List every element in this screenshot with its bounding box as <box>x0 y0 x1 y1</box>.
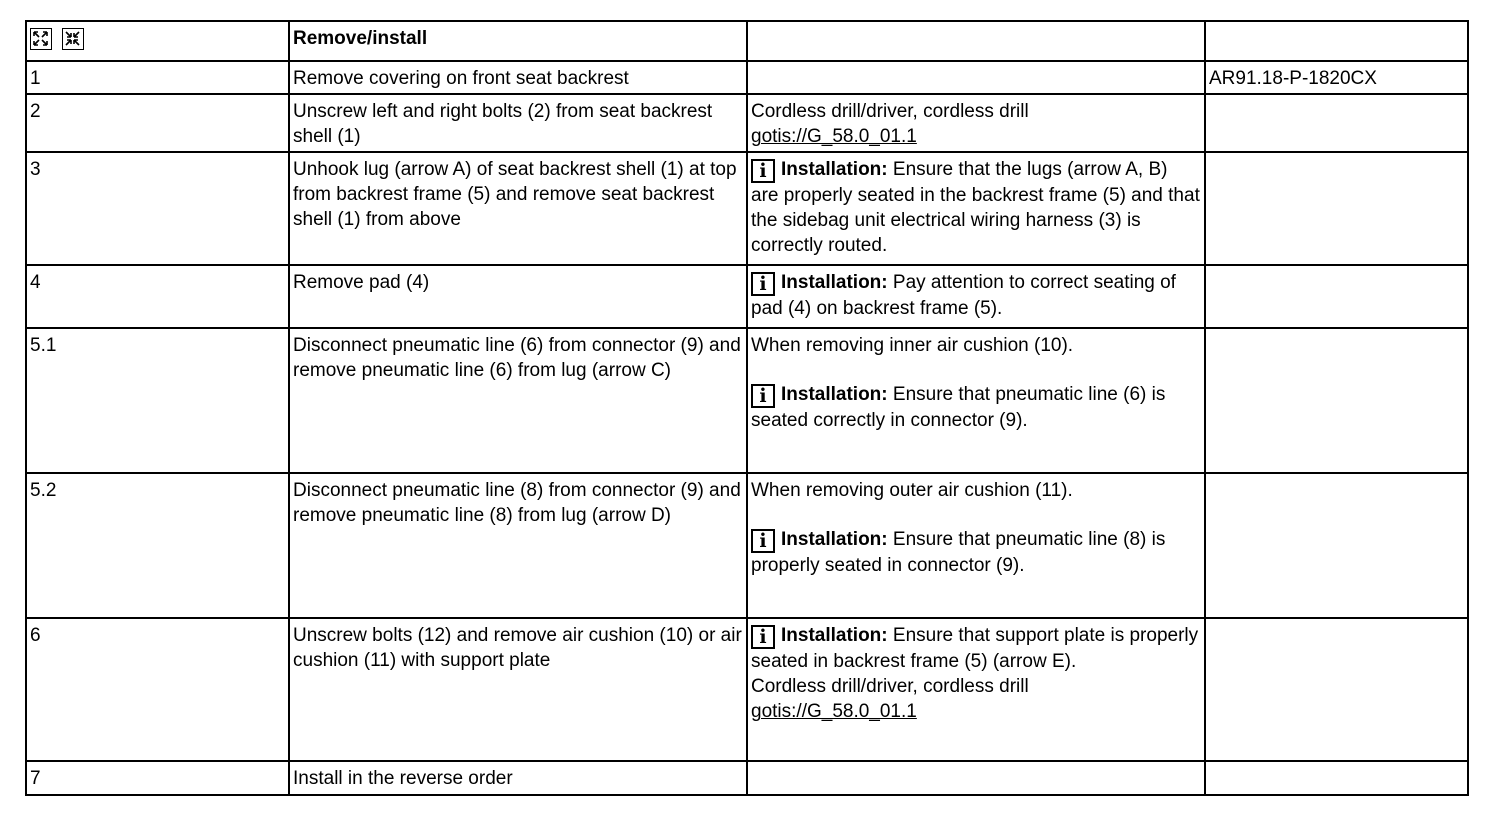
step-action: Unscrew bolts (12) and remove air cushion (10) or air cushion (11) with support plate <box>289 618 747 761</box>
tool-link[interactable]: gotis://G_58.0_01.1 <box>751 701 917 722</box>
tool-link[interactable]: gotis://G_58.0_01.1 <box>751 126 917 147</box>
installation-text: Ensure that support plate is properly seated in backrest frame (5) (arrow E). <box>751 625 1199 672</box>
installation-text: Ensure that pneumatic line (6) is seated correctly in connector (9). <box>751 384 1166 431</box>
procedure-table <box>25 20 1469 796</box>
table-row <box>26 618 1468 761</box>
installation-label: Installation: <box>781 384 888 405</box>
step-action: Unhook lug (arrow A) of seat backrest shell (1) at top from backrest frame (5) and remove seat backrest shell (1) from above <box>289 152 747 265</box>
info-icon: i <box>751 159 775 183</box>
table-row <box>26 473 1468 618</box>
installation-text: Ensure that the lugs (arrow A, B) are properly seated in the backrest frame (5) and that the sidebag unit electrical wiring harness (3) is correctly routed. <box>751 159 1200 256</box>
header-row <box>26 21 1468 61</box>
step-notes <box>747 61 1205 94</box>
step-reference <box>1205 152 1468 265</box>
step-number: 2 <box>26 94 289 152</box>
step-notes <box>747 328 1205 473</box>
step-reference <box>1205 473 1468 618</box>
installation-text: Pay attention to correct seating of pad (4) on backrest frame (5). <box>751 272 1176 319</box>
step-reference[interactable]: AR91.18-P-1820CX <box>1205 61 1468 94</box>
tool-note: Cordless drill/driver, cordless drill <box>751 101 1029 122</box>
header-col3 <box>747 21 1205 61</box>
step-number: 7 <box>26 761 289 795</box>
step-action: Disconnect pneumatic line (8) from connector (9) and remove pneumatic line (8) from lug (arrow D) <box>289 473 747 618</box>
condition-note: When removing inner air cushion (10). <box>751 335 1074 356</box>
step-number: 3 <box>26 152 289 265</box>
table-row <box>26 265 1468 328</box>
step-number: 6 <box>26 618 289 761</box>
step-action: Disconnect pneumatic line (6) from connector (9) and remove pneumatic line (6) from lug (arrow C) <box>289 328 747 473</box>
installation-text: Ensure that pneumatic line (8) is properly seated in connector (9). <box>751 529 1166 576</box>
installation-label: Installation: <box>781 272 888 293</box>
installation-label: Installation: <box>781 625 888 646</box>
step-number: 1 <box>26 61 289 94</box>
header-title: Remove/install <box>289 21 747 61</box>
step-reference <box>1205 618 1468 761</box>
table-row <box>26 94 1468 152</box>
step-reference <box>1205 761 1468 795</box>
step-action: Unscrew left and right bolts (2) from seat backrest shell (1) <box>289 94 747 152</box>
step-number: 5.2 <box>26 473 289 618</box>
expand-icon[interactable] <box>30 28 52 50</box>
step-notes <box>747 473 1205 618</box>
info-icon: i <box>751 272 775 296</box>
step-reference <box>1205 94 1468 152</box>
step-notes <box>747 94 1205 152</box>
installation-label: Installation: <box>781 529 888 550</box>
info-icon: i <box>751 384 775 408</box>
info-icon: i <box>751 625 775 649</box>
table-row <box>26 61 1468 94</box>
header-col4 <box>1205 21 1468 61</box>
table-row <box>26 152 1468 265</box>
condition-note: When removing outer air cushion (11). <box>751 480 1073 501</box>
header-icons-cell <box>26 21 289 61</box>
step-notes <box>747 761 1205 795</box>
step-notes <box>747 152 1205 265</box>
step-action: Remove pad (4) <box>289 265 747 328</box>
table-row <box>26 761 1468 795</box>
step-action: Remove covering on front seat backrest <box>289 61 747 94</box>
collapse-icon[interactable] <box>62 28 84 50</box>
tool-note: Cordless drill/driver, cordless drill <box>751 676 1029 697</box>
step-reference <box>1205 265 1468 328</box>
step-number: 4 <box>26 265 289 328</box>
step-notes <box>747 618 1205 761</box>
table-row <box>26 328 1468 473</box>
info-icon: i <box>751 529 775 553</box>
step-notes <box>747 265 1205 328</box>
step-number: 5.1 <box>26 328 289 473</box>
installation-label: Installation: <box>781 159 888 180</box>
step-action: Install in the reverse order <box>289 761 747 795</box>
step-reference <box>1205 328 1468 473</box>
